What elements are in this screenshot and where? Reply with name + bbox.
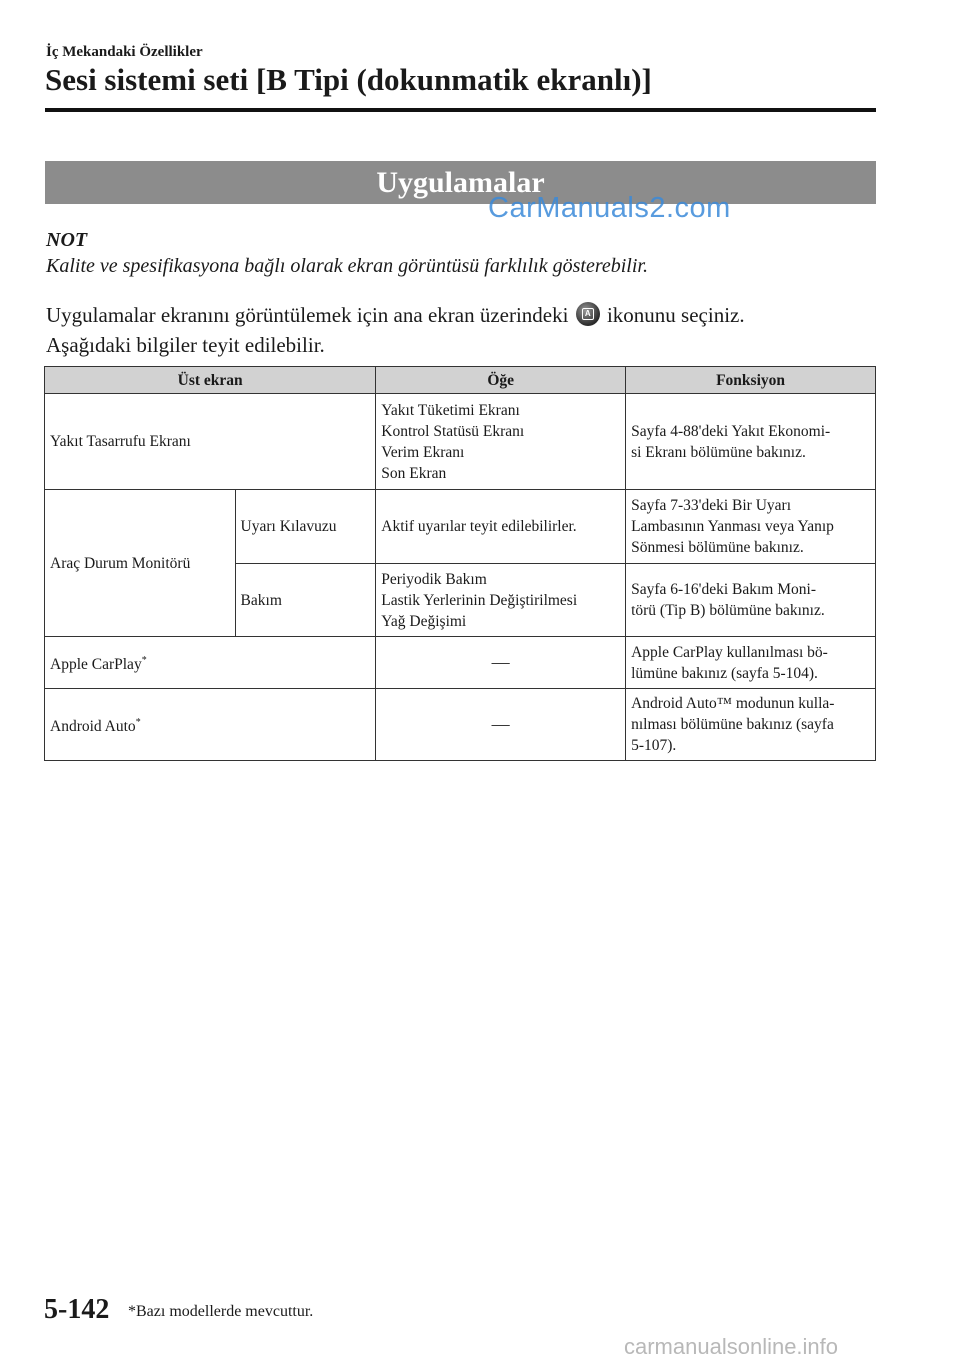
function-line: Sönmesi bölümüne bakınız. <box>631 539 804 556</box>
header-top-screen: Üst ekran <box>45 367 376 394</box>
header-function: Fonksiyon <box>626 367 876 394</box>
function-line: Lambasının Yanması veya Yanıp <box>631 518 834 535</box>
cell-carplay-item: — <box>376 637 626 689</box>
function-line: lümüne bakınız (sayfa 5-104). <box>631 664 818 682</box>
table-header-row <box>45 367 876 394</box>
android-label: Android Auto <box>50 718 136 736</box>
apps-icon: A <box>576 302 600 326</box>
list-item: Periyodik Bakım <box>381 570 487 588</box>
list-item: Kontrol Statüsü Ekranı <box>381 422 525 440</box>
title-divider <box>45 108 876 112</box>
cell-warning-guide-function <box>626 490 876 564</box>
function-line: nılması bölümüne bakınız (sayfa <box>631 716 834 733</box>
function-line: Sayfa 4-88'deki Yakıt Ekonomi- <box>631 422 831 440</box>
list-item: Verim Ekranı <box>381 443 465 461</box>
availability-mark: * <box>135 716 141 728</box>
cell-carplay-function <box>626 637 876 689</box>
intro-text-after-icon: ikonunu seçiniz. <box>606 303 745 327</box>
function-line: Android Auto™ modunun kulla- <box>631 695 835 712</box>
table-row-carplay <box>45 637 876 689</box>
cell-fuel-function <box>626 394 876 490</box>
cell-fuel-screen: Yakıt Tasarrufu Ekranı <box>45 394 376 490</box>
cell-carplay-screen <box>45 637 376 689</box>
availability-mark: * <box>141 654 147 666</box>
cell-android-item: — <box>376 689 626 761</box>
intro-line-2: Aşağıdaki bilgiler teyit edilebilir. <box>46 333 325 357</box>
note-text: Kalite ve spesifikasyona bağlı olarak ekran görüntüsü farklılık gösterebilir. <box>46 255 648 277</box>
function-line: si Ekranı bölümüne bakınız. <box>631 443 806 461</box>
section-title: Uygulamalar <box>45 161 876 204</box>
footnote: *Bazı modellerde mevcuttur. <box>128 1303 314 1320</box>
cell-android-function <box>626 689 876 761</box>
cell-maintenance-items <box>376 564 626 637</box>
cell-maintenance-name: Bakım <box>235 564 376 637</box>
cell-android-screen <box>45 689 376 761</box>
function-line: törü (Tip B) bölümüne bakınız. <box>631 602 825 619</box>
table-row-warning-guide <box>45 490 876 564</box>
cell-warning-guide-item: Aktif uyarılar teyit edilebilirler. <box>376 490 626 564</box>
cell-maintenance-function <box>626 564 876 637</box>
page-number: 5-142 <box>44 1294 110 1325</box>
intro-text-before-icon: Uygulamalar ekranını görüntülemek için ana ekran üzerindeki <box>46 303 569 327</box>
watermark-text: CarManuals2.com <box>488 192 731 224</box>
applications-table <box>44 366 876 761</box>
header-item: Öğe <box>376 367 626 394</box>
page-title: Sesi sistemi seti [B Tipi (dokunmatik ekranlı)] <box>45 62 652 97</box>
function-line: Sayfa 7-33'deki Bir Uyarı <box>631 497 791 514</box>
site-watermark: carmanualsonline.info <box>624 1334 839 1359</box>
list-item: Lastik Yerlerinin Değiştirilmesi <box>381 591 578 609</box>
table-row-fuel <box>45 394 876 490</box>
note-label: NOT <box>46 229 88 251</box>
cell-warning-guide-name: Uyarı Kılavuzu <box>235 490 376 564</box>
list-item: Yakıt Tüketimi Ekranı <box>381 401 520 419</box>
function-line: 5-107). <box>631 737 677 754</box>
list-item: Yağ Değişimi <box>381 612 467 630</box>
intro-line-1 <box>46 300 745 330</box>
cell-fuel-items <box>376 394 626 490</box>
intro-paragraph <box>46 300 745 360</box>
function-line: Apple CarPlay kullanılması bö- <box>631 643 828 661</box>
carplay-label: Apple CarPlay <box>50 656 142 674</box>
breadcrumb: İç Mekandaki Özellikler <box>46 44 203 60</box>
cell-vehicle-screen: Araç Durum Monitörü <box>45 490 236 637</box>
list-item: Son Ekran <box>381 464 447 482</box>
table-row-android <box>45 689 876 761</box>
function-line: Sayfa 6-16'deki Bakım Moni- <box>631 581 816 598</box>
